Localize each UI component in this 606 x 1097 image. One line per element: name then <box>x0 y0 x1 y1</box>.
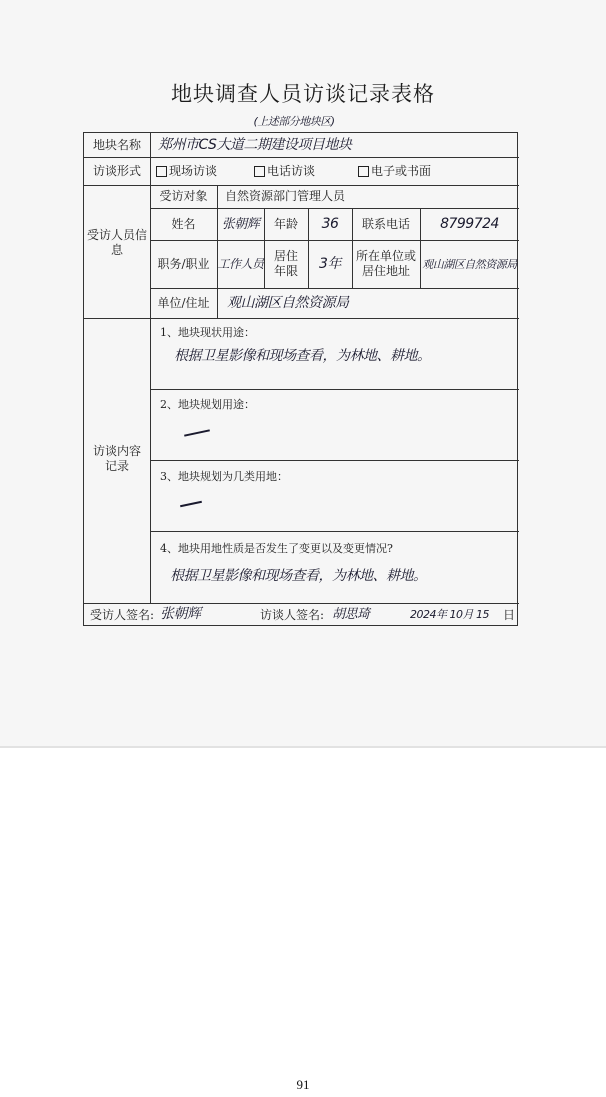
date-value: 2024年 10月 15 <box>410 607 489 621</box>
interviewee-sign-value: 张朝辉 <box>160 605 201 622</box>
target-label: 受访对象 <box>159 189 208 203</box>
interview-record-form <box>83 114 518 626</box>
record-label: 访谈内容记录 <box>92 444 141 473</box>
checkbox-icon <box>254 166 265 177</box>
years-value: 3年 <box>319 255 341 272</box>
unit-address-label: 所在单位或居住地址 <box>356 249 417 278</box>
form-title: 地块调查人员访谈记录表格 <box>171 82 435 106</box>
phone-value: 8799724 <box>440 215 499 232</box>
interviewee-sign-label: 受访人签名: <box>90 607 155 622</box>
checkbox-icon <box>358 166 369 177</box>
interviewee-info-label: 受访人员信息 <box>86 228 147 257</box>
answer-2-dash <box>184 429 210 436</box>
parcel-name-note: (上述部分地块区) <box>253 114 335 128</box>
interview-option-written: 电子或书面 <box>358 157 458 185</box>
age-value: 36 <box>321 215 339 232</box>
job-value: 工作人员 <box>217 256 264 271</box>
interview-type-label: 访谈形式 <box>92 163 141 178</box>
answer-1: 根据卫星影像和现场查看，为林地、耕地。 <box>174 347 431 364</box>
interviewer-sign-label: 访谈人签名: <box>260 607 325 622</box>
age-label: 年龄 <box>273 216 298 231</box>
name-label: 姓名 <box>171 216 196 231</box>
row-divider <box>150 460 519 461</box>
name-value: 张朝辉 <box>221 216 260 232</box>
interviewer-sign-value: 胡思琦 <box>332 606 370 622</box>
scan-edge <box>0 746 606 748</box>
phone-label: 联系电话 <box>361 216 410 231</box>
answer-3-dash <box>180 501 202 508</box>
question-4: 4、地块用地性质是否发生了变更以及变更情况? <box>160 542 393 555</box>
interview-option-phone: 电话访谈 <box>254 157 344 185</box>
row-divider <box>150 389 519 390</box>
checkbox-icon <box>156 166 167 177</box>
question-1: 1、地块现状用途： <box>160 326 255 339</box>
years-label: 居住年限 <box>273 249 298 278</box>
question-2: 2、地块规划用途： <box>160 398 255 411</box>
date-suffix: 日 <box>502 607 515 622</box>
answer-4: 根据卫星影像和现场查看，为林地、耕地。 <box>170 567 427 584</box>
unit-label: 单位/住址 <box>157 295 210 310</box>
target-value: 自然资源部门管理人员 <box>225 189 346 203</box>
unit-address-value: 观山湖区自然资源局 <box>422 257 517 271</box>
page-number: 91 <box>296 1077 310 1092</box>
interview-option-onsite: 现场访谈 <box>156 157 246 185</box>
parcel-name-value: 郑州市CS大道二期建设项目地块 <box>158 137 352 153</box>
job-label: 职务/职业 <box>157 256 210 271</box>
parcel-name-label: 地块名称 <box>92 137 141 152</box>
row-divider <box>150 531 519 532</box>
unit-value: 观山湖区自然资源局 <box>227 294 349 311</box>
question-3: 3、地块规划为几类用地： <box>160 470 288 483</box>
